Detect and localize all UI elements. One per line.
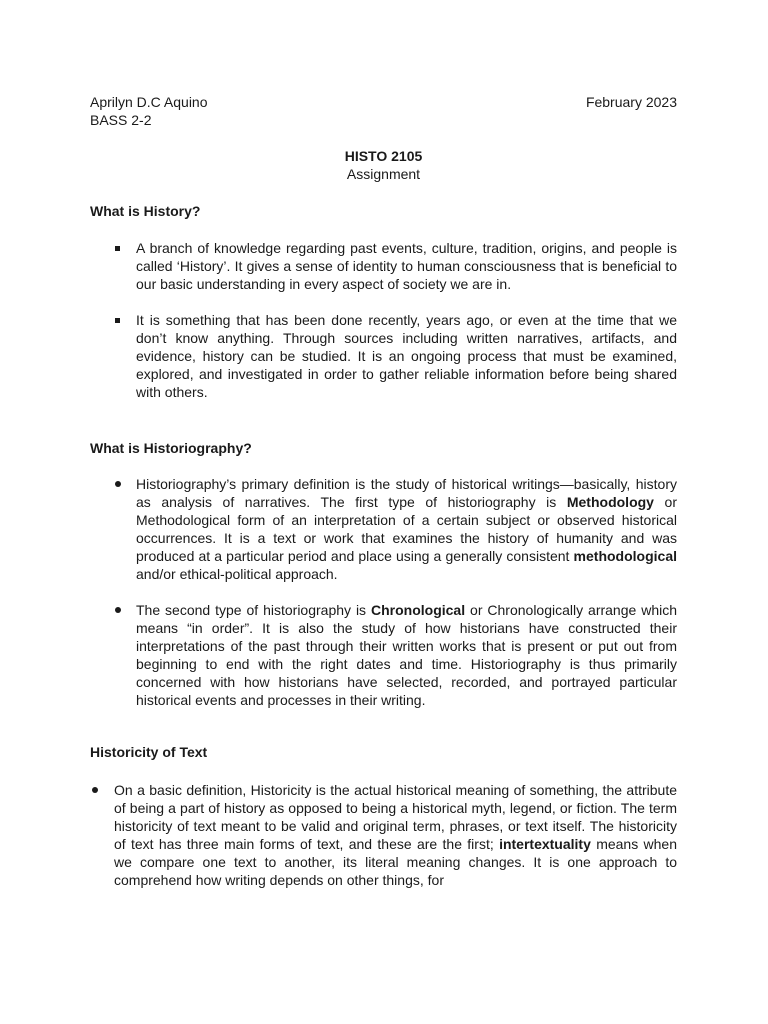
historiography-list — [90, 475, 677, 709]
bold-term: Chronological — [370, 602, 466, 618]
header-row — [90, 93, 677, 129]
text-run: and/or ethical-political approach. — [136, 566, 338, 582]
bold-term: methodological — [573, 548, 677, 564]
text-run: Historiography’s primary definition is the study of historical writings—basically, history as analysis of narratives. The first type of historiography is — [136, 476, 677, 510]
history-list — [90, 239, 677, 401]
text-run: or Chronologically arrange which means “in order”. It is also the study of how historians have constructed their interpretations of the past through their written works that is present or put out from beginning to end with the right dates and time. Historiography is thus primarily concerned with how historians have selected, recorded, and portrayed particular historical events and processes in their writing. — [136, 602, 677, 708]
list-item — [90, 475, 677, 583]
document-date: February 2023 — [585, 94, 677, 110]
bold-term: Methodology — [566, 494, 654, 510]
historicity-list — [90, 781, 677, 889]
text-run: or Methodological form of an interpretation of a certain subject or observed historical occurrences. It is a text or work that examines the history of humanity and was produced at a particular period and place using a generally consistent — [136, 494, 678, 564]
author-section: BASS 2-2 — [90, 112, 152, 128]
document-type: Assignment — [346, 166, 421, 182]
author-block — [90, 93, 208, 129]
document-page — [90, 93, 677, 889]
list-item — [90, 601, 677, 709]
author-name: Aprilyn D.C Aquino — [90, 94, 208, 110]
list-item: A branch of knowledge regarding past events, culture, tradition, origins, and people is called ‘History’. It gives a sense of identity to human consciousness that is beneficial to our basic understanding in every aspect of society we are in. — [90, 239, 677, 293]
text-run: means when we compare one text to another, its literal meaning changes. It is one approach to comprehend how writing depends on other things, for — [114, 836, 677, 888]
bold-term: intertextuality — [499, 836, 591, 852]
section-heading-historicity: Historicity of Text — [90, 744, 208, 760]
section-heading-historiography: What is Historiography? — [90, 440, 252, 456]
list-item — [90, 781, 677, 889]
list-item: It is something that has been done recently, years ago, or even at the time that we don’t know anything. Through sources including written narratives, artifacts, and evidence, history can be studied. It is an ongoing process that must be examined, explored, and investigated in order to gather reliable information before being shared with others. — [90, 311, 677, 401]
section-heading-history: What is History? — [90, 203, 201, 219]
text-run: The second type of historiography is — [136, 602, 371, 618]
course-code: HISTO 2105 — [344, 148, 423, 164]
text-run: On a basic definition, Historicity is the actual historical meaning of something, the attribute of being a part of history as opposed to being a historical myth, legend, or fiction. The term historicity of text meant to be valid and original term, phrases, or text itself. The historicity of text has three main forms of text, and these are the first; — [114, 782, 677, 852]
